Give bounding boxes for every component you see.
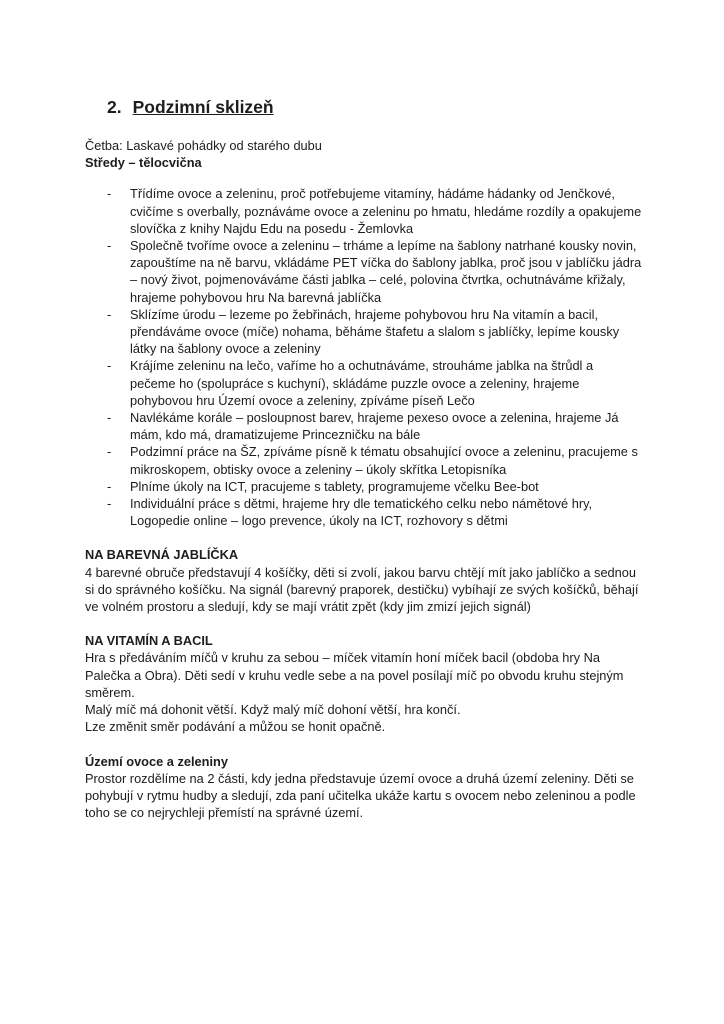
title-number: 2. [107,97,122,117]
list-item [85,306,642,358]
bullet-dash: - [107,306,112,322]
bullet-dash: - [107,238,112,254]
section-paragraph: Malý míč má dohonit větší. Když malý míč dohoní větší, hra končí. [85,702,461,718]
bullet-text: Společně tvoříme ovoce a zeleninu – trháme a lepíme na šablony natrhané kousky novin, zapouštíme na ně barvu, vkládáme PET víčka do šablony jablka, proč jsou v jablíčku jádra – nový život, pojmenováváme části jablka – celé, polovina čtvrtka, ochutnáváme křižaly, hrajeme pohybovou hru Na barevná jablíčka [130,238,642,305]
section-paragraph: Lze změnit směr podávání a můžou se honit opačně. [85,719,386,735]
section-na-barevna-jablicka [85,546,642,615]
bullet-dash: - [107,444,112,460]
list-item [85,478,642,495]
list-item [85,443,642,477]
schedule-line: Středy – tělocvična [85,155,202,171]
section-uzemi-ovoce-a-zeleniny [85,753,642,822]
list-item [85,495,642,529]
bullet-text: Krájíme zeleninu na lečo, vaříme ho a ochutnáváme, strouháme jablka na štrůdl a pečeme ho (spolupráce s kuchyní), skládáme puzzle ovoce a zeleniny, hrajeme pohybovou hru Území ovoce a zeleniny, zpíváme píseň Lečo [130,358,594,408]
bullet-text: Individuální práce s dětmi, hrajeme hry dle tematického celku nebo námětové hry, Logopedie online – logo prevence, úkoly na ICT, rozhovory s dětmi [130,496,593,529]
bullet-text: Třídíme ovoce a zeleninu, proč potřebujeme vitamíny, hádáme hádanky od Jenčkové, cvičíme s overbally, poznáváme ovoce a zeleninu po hmatu, hledáme rozdíly a opakujeme slovíčka z knihy Najdu Edu na posedu - Žemlovka [130,186,642,236]
bullet-text: Plníme úkoly na ICT, pracujeme s tablety, programujeme včelku Bee-bot [130,478,539,494]
section-heading: NA BAREVNÁ JABLÍČKA [85,547,239,563]
activity-list [85,185,642,529]
list-item [85,237,642,306]
bullet-dash: - [107,358,112,374]
section-heading: NA VITAMÍN A BACIL [85,633,213,649]
document-title [107,96,642,118]
bullet-text: Podzimní práce na ŠZ, zpíváme písně k tématu obsahující ovoce a zeleninu, pracujeme s mikroskopem, obtisky ovoce a zeleniny – úkoly skřítka Letopisníka [130,444,638,477]
bullet-dash: - [107,478,112,494]
bullet-dash: - [107,496,112,512]
section-heading: Území ovoce a zeleniny [85,753,228,769]
section-paragraph: 4 barevné obruče představují 4 košíčky, děti si zvolí, jakou barvu chtějí mít jako jablíčko a sednou si do správného košíčku. Na signál (barevný praporek, destičku) vybíhají ze svých košíčků, běhají ve volném prostoru a sledují, kdy se mají vrátit zpět (kdy jim zmizí jejich signál) [85,564,639,615]
section-paragraph: Prostor rozdělíme na 2 části, kdy jedna představuje území ovoce a druhá území zeleniny. Děti se pohybují v rytmu hudby a sledují, zda paní učitelka ukáže kartu s ovocem nebo zeleninou a podle toho se co nejrychleji přemístí na správné území. [85,770,636,821]
section-paragraph: Hra s předáváním míčů v kruhu za sebou – míček vitamín honí míček bacil (obdoba hry Na Palečka a Obra). Děti sedí v kruhu vedle sebe a na povel posílají míč po obvodu kruhu stejným směrem. [85,650,624,700]
bullet-text: Navlékáme korále – posloupnost barev, hrajeme pexeso ovoce a zelenina, hrajeme Já mám, kdo má, dramatizujeme Princezničku na bále [130,410,619,443]
reading-line: Četba: Laskavé pohádky od starého dubu [85,138,322,153]
list-item [85,185,642,237]
section-na-vitamin-a-bacil [85,632,642,735]
bullet-dash: - [107,186,112,202]
bullet-dash: - [107,410,112,426]
list-item [85,409,642,443]
title-text: Podzimní sklizeň [132,97,274,117]
bullet-text: Sklízíme úrodu – lezeme po žebřinách, hrajeme pohybovou hru Na vitamín a bacil, přendáváme ovoce (míče) nohama, běháme štafetu a slalom s jablíčky, lepíme kousky látky na šablony ovoce a zeleniny [130,306,620,357]
list-item [85,357,642,409]
